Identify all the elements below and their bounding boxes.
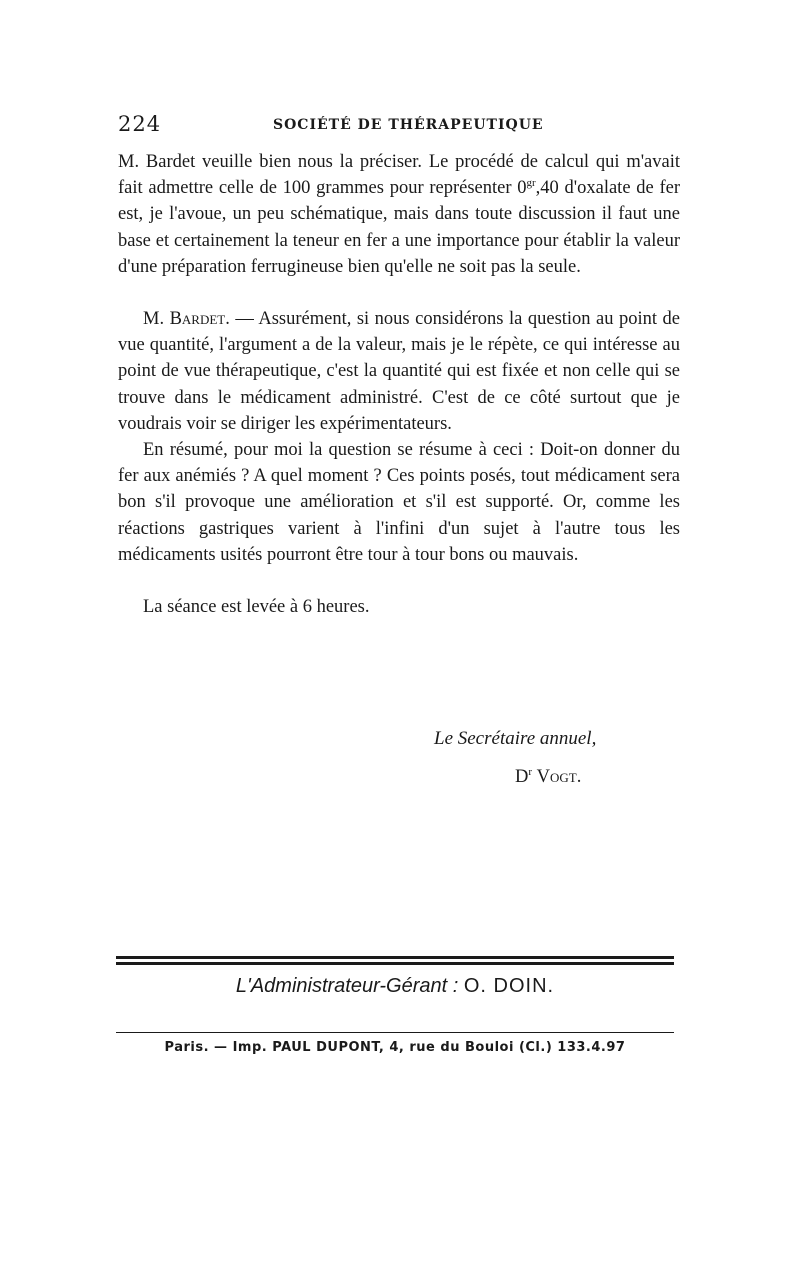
signoff-name (515, 767, 581, 788)
running-title: SOCIÉTÉ DE THÉRAPEUTIQUE (273, 117, 544, 133)
paragraph-bardet (118, 306, 680, 437)
signoff-title-superscript: r (528, 766, 533, 778)
page-number: 224 (118, 112, 162, 136)
publisher-line (116, 975, 674, 998)
publisher-name: O. DOIN. (463, 975, 555, 997)
footer-rule-top (116, 956, 674, 959)
paragraph-summary (118, 437, 680, 568)
paragraph-text: ,40 d'oxalate de fer est, je l'avoue, un peu schématique, mais dans toute discussion il faut une base et certainement la teneur en fer a une importance pour établir la valeur d'une préparation ferrugineuse bien qu'elle ne soit pas la seule. (118, 178, 680, 277)
signoff-surname: Vogt. (536, 767, 582, 787)
page-header (118, 112, 678, 142)
publisher-role: L'Administrateur-Gérant : (235, 975, 459, 997)
paragraph-text: La séance est levée à 6 heures. (143, 597, 370, 618)
speaker-name: M. Bardet. (143, 309, 230, 330)
signoff-title: D (515, 767, 529, 787)
paragraph-closing (118, 594, 680, 620)
printer-imprint: Paris. — Imp. PAUL DUPONT, 4, rue du Bouloi (Cl.) 133.4.97 (164, 1040, 626, 1055)
body-text (118, 149, 680, 620)
paragraph-text: M. Bardet veuille bien nous la préciser. Le procédé de calcul qui m'avait fait admettre celle de 100 grammes pour représenter 0 (118, 152, 680, 199)
paragraph-text: — Assurément, si nous considérons la question au point de vue quantité, l'argument a de la valeur, mais je le répète, ce qui intéresse au point de vue thérapeutique, c'est la quantité qui est fixée et non celle qui se trouve dans le médicament administré. C'est de ce côté surtout que je voudrais voir se diriger les expérimentateurs. (118, 309, 680, 434)
signoff-role: Le Secrétaire annuel, (434, 728, 597, 749)
imprint-rule (116, 1032, 674, 1033)
footer-rule-second (116, 962, 674, 965)
unit-superscript: gr (526, 177, 536, 190)
paragraph-continuation (118, 149, 680, 280)
paragraph-text: En résumé, pour moi la question se résume à ceci : Doit-on donner du fer aux anémiés ? A quel moment ? Ces points posés, tout médicament sera bon s'il provoque une amélioration et s'il est supporté. Or, comme les réactions gastriques varient à l'infini d'un sujet à l'autre tous les médicaments usités pourront être tour à tour bons ou mauvais. (118, 440, 680, 565)
